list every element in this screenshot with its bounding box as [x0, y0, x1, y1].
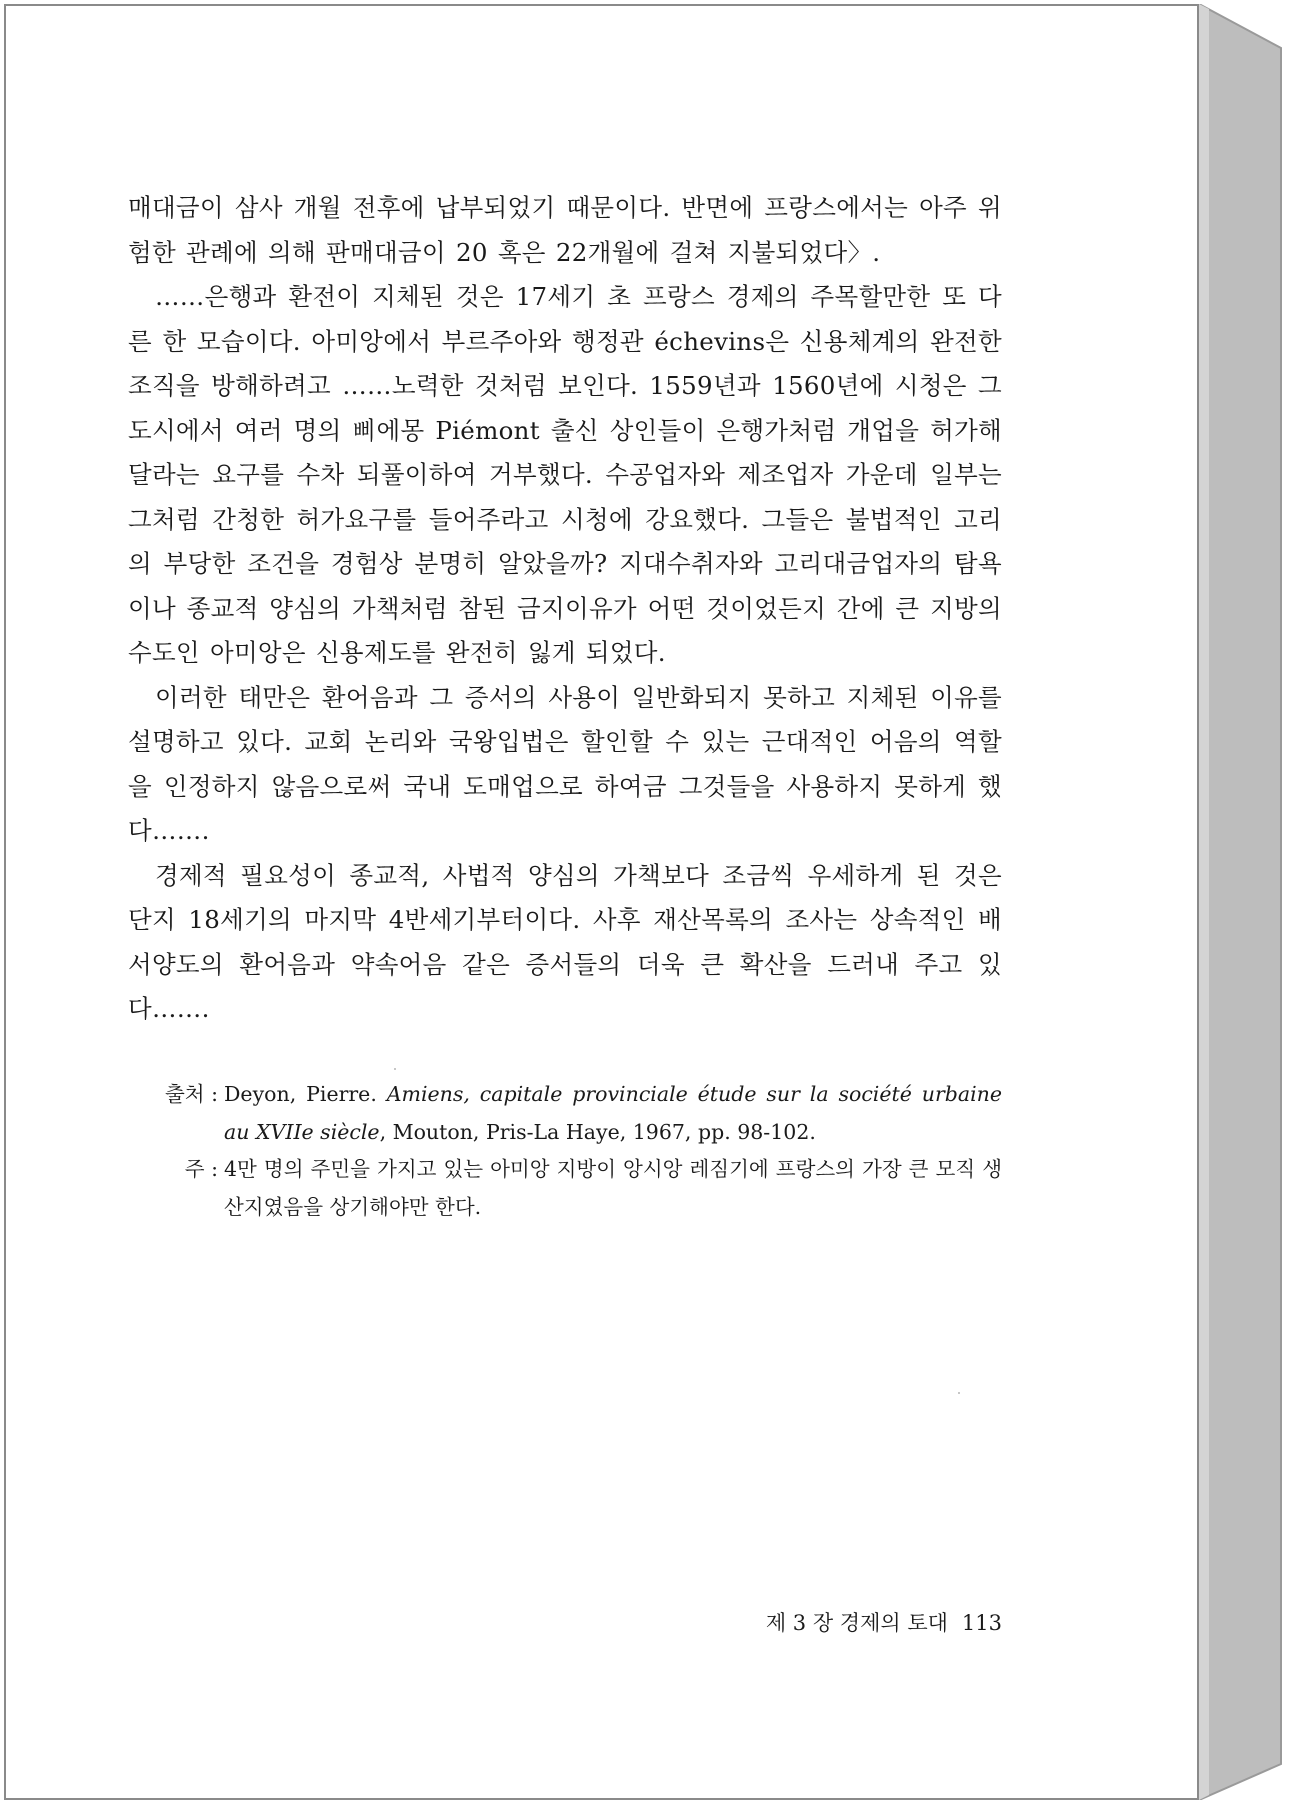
- paragraph-2: ……은행과 환전이 지체된 것은 17세기 초 프랑스 경제의 주목할만한 또 다른 한 모습이다. 아미앙에서 부르주아와 행정관 échevins은 신용체계의 완전한 조직을 방해하려고 ……노력한 것처럼 보인다. 1559년과 1560년에 시청은 그 도시에서 여러 명의 삐에몽 Piémont 출신 상인들이 은행가처럼 개업을 허가해 달라는 요구를 수차 되풀이하여 거부했다. 수공업자와 제조업자 가운데 일부는 그처럼 간청한 허가요구를 들어주라고 시청에 강요했다. 그들은 불법적인 고리의 부당한 조건을 경험상 분명히 알았을까? 지대수취자와 고리대금업자의 탐욕이나 종교적 양심의 가책처럼 참된 금지이유가 어떤 것이었든지 간에 큰 지방의 수도인 아미앙은 신용제도를 완전히 잃게 되었다.: [128, 282, 1002, 667]
- source-publication: , Mouton, Pris-La Haye, 1967, pp. 98-102.: [379, 1119, 816, 1144]
- page-edge-shape: [1197, 4, 1283, 1800]
- footnotes: [128, 1076, 1002, 1226]
- scan-speck: [394, 1068, 396, 1070]
- source-author: Deyon, Pierre.: [224, 1082, 377, 1106]
- body-text: [128, 186, 1002, 1032]
- book-page-edge: [1197, 4, 1283, 1800]
- paragraph-1: 매대금이 삼사 개월 전후에 납부되었기 때문이다. 반면에 프랑스에서는 아주 위험한 관례에 의해 판매대금이 20 혹은 22개월에 걸쳐 지불되었다〉.: [128, 193, 1002, 267]
- source-title: Amiens, capitale provinciale étude sur la société urbaine au XVIIe siècle: [224, 1082, 1002, 1144]
- source-label: 출처 :: [164, 1082, 218, 1106]
- scan-speck: [958, 1392, 960, 1394]
- source-note: [128, 1076, 1002, 1151]
- paragraph-4: 경제적 필요성이 종교적, 사법적 양심의 가책보다 조금씩 우세하게 된 것은 단지 18세기의 마지막 4반세기부터이다. 사후 재산목록의 조사는 상속적인 배서양도의 환어음과 약속어음 같은 증서들의 더욱 큰 확산을 드러내 주고 있다…….: [128, 860, 1002, 1023]
- footnote: [128, 1151, 1002, 1226]
- page-number: 113: [961, 1611, 1002, 1635]
- chapter-title: 제 3 장 경제의 토대: [765, 1611, 948, 1635]
- source-citation: [224, 1076, 1002, 1151]
- footnote-label: 주 :: [184, 1157, 218, 1181]
- footnote-text: 4만 명의 주민을 가지고 있는 아미앙 지방이 앙시앙 레짐기에 프랑스의 가장 큰 모직 생산지였음을 상기해야만 한다.: [224, 1157, 1002, 1219]
- page-footer: [700, 1608, 1002, 1638]
- paragraph-3: 이러한 태만은 환어음과 그 증서의 사용이 일반화되지 못하고 지체된 이유를 설명하고 있다. 교회 논리와 국왕입법은 할인할 수 있는 근대적인 어음의 역할을 인정하지 않음으로써 국내 도매업으로 하여금 그것들을 사용하지 못하게 했다…….: [128, 682, 1002, 845]
